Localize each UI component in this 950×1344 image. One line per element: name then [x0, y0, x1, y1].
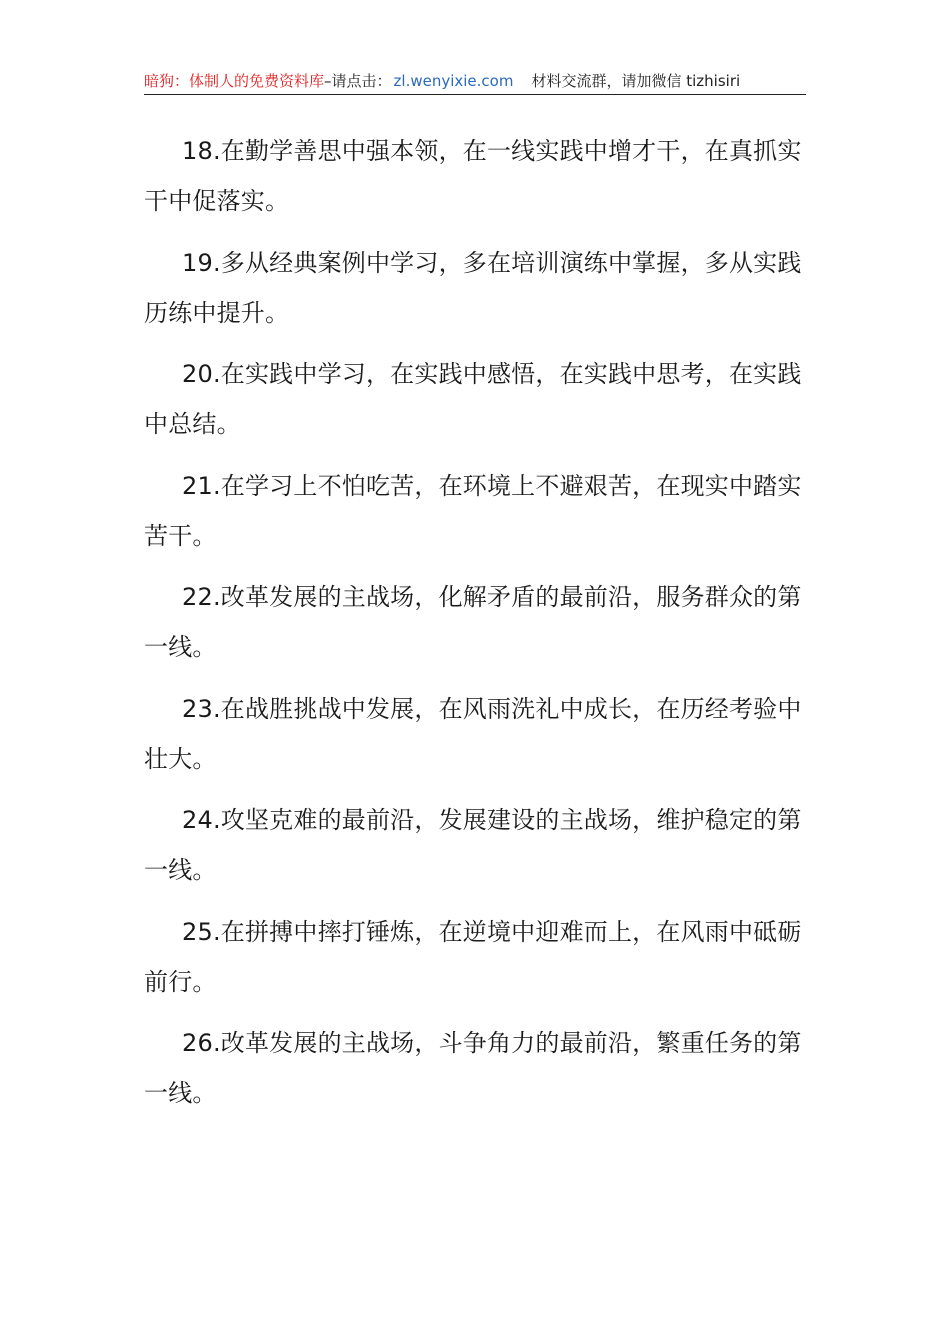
list-item: 24.攻坚克难的最前沿，发展建设的主战场，维护稳定的第一线。	[144, 806, 802, 884]
list-item: 20.在实践中学习，在实践中感悟，在实践中思考，在实践中总结。	[144, 360, 802, 438]
list-item: 25.在拼搏中摔打锤炼，在逆境中迎难而上，在风雨中砥砺前行。	[144, 917, 802, 996]
list-item: 19.多从经典案例中学习，多在培训演练中掌握，多从实践历练中提升。	[144, 248, 802, 327]
header-wechat-note: 材料交流群，请加微信 tizhisiri	[531, 72, 741, 90]
header-brand: 暗狗：体制人的免费资料库	[144, 72, 325, 90]
list-item: 26.改革发展的主战场，斗争角力的最前沿，繁重任务的第一线。	[144, 1029, 802, 1107]
header-click-prompt: –请点击：	[324, 72, 392, 90]
list-item: 22.改革发展的主战场，化解矛盾的最前沿，服务群众的第一线。	[144, 583, 802, 661]
header-link[interactable]: zl.wenyixie.com	[393, 72, 514, 90]
page-header	[144, 68, 806, 95]
document-body	[144, 126, 806, 1130]
list-item: 18.在勤学善思中强本领，在一线实践中增才干，在真抓实干中促落实。	[144, 137, 802, 215]
list-item: 21.在学习上不怕吃苦，在环境上不避艰苦，在现实中踏实苦干。	[144, 471, 802, 550]
list-item: 23.在战胜挑战中发展，在风雨洗礼中成长，在历经考验中壮大。	[144, 694, 802, 773]
